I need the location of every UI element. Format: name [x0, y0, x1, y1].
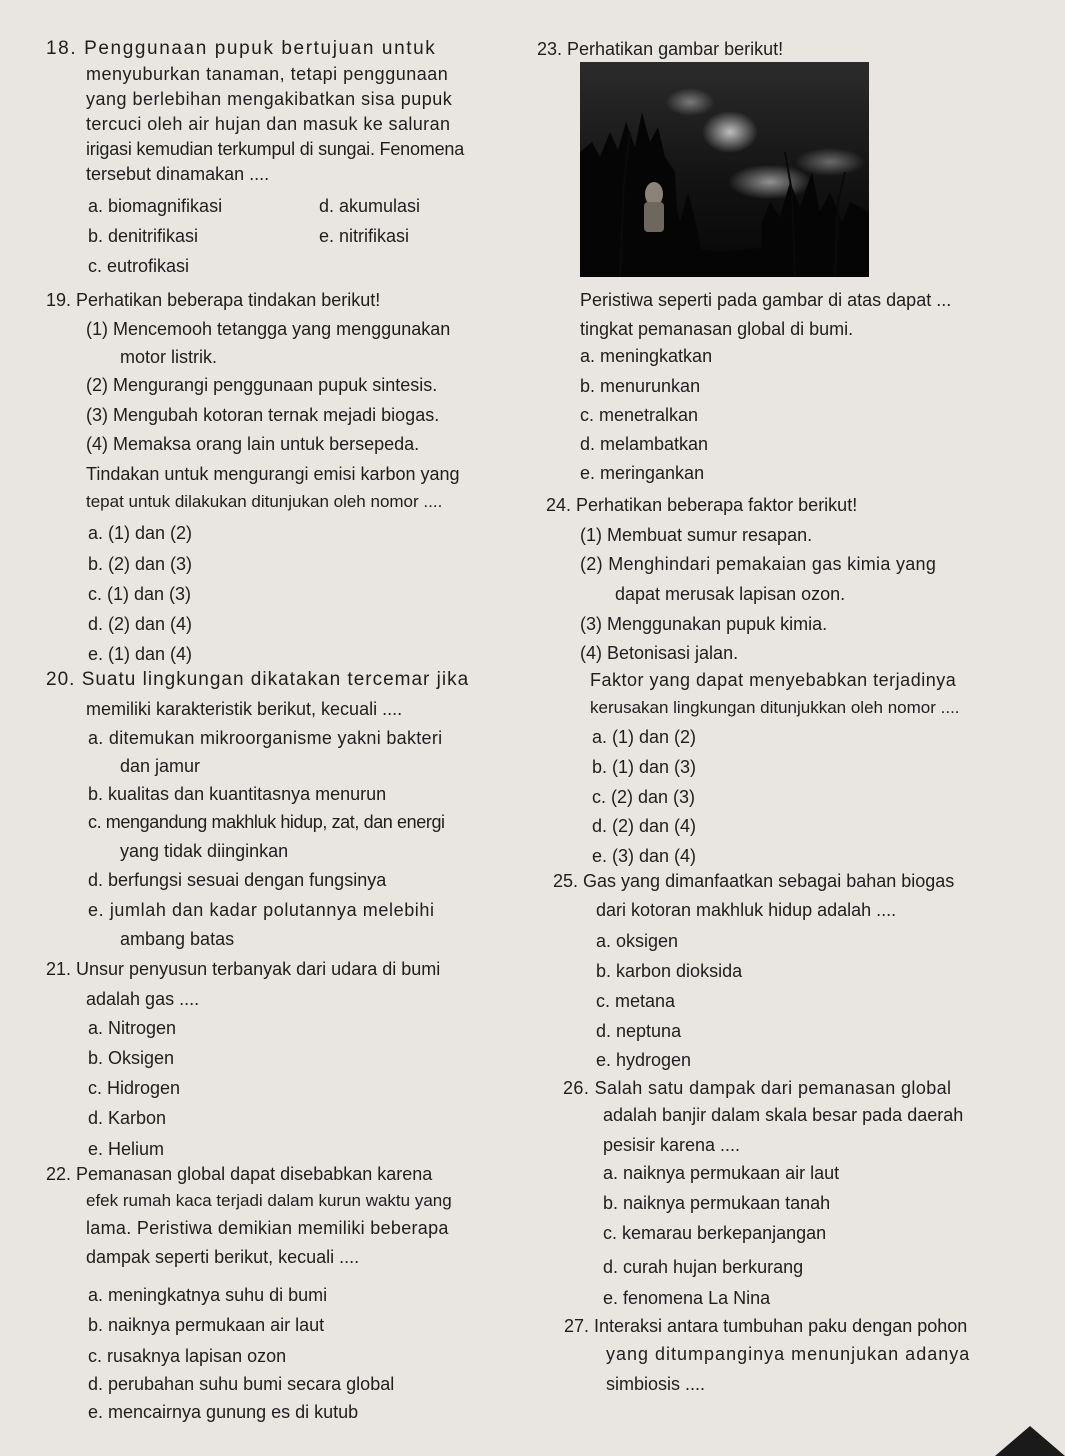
q24-option-c: c. (2) dan (3)	[592, 787, 696, 807]
q18-line-2: menyuburkan tanaman, tetapi penggunaan	[86, 64, 449, 84]
q22-option-c: c. rusaknya lapisan ozon	[88, 1346, 287, 1366]
q24-intro: 24. Perhatikan beberapa faktor berikut!	[546, 495, 858, 515]
forest-fire-photo	[580, 62, 869, 277]
q20-line-1: 20. Suatu lingkungan dikatakan tercemar jika	[46, 669, 470, 690]
q19-intro: 19. Perhatikan beberapa tindakan berikut!	[46, 290, 381, 310]
q25-line-1: 25. Gas yang dimanfaatkan sebagai bahan biogas	[553, 871, 955, 891]
q23-option-c: c. menetralkan	[580, 405, 699, 425]
forest-fire-silhouette	[580, 62, 869, 277]
q18-option-c: c. eutrofikasi	[88, 256, 190, 276]
q20-option-a: a. ditemukan mikroorganisme yakni bakteri	[88, 728, 443, 748]
q23-line-2: tingkat pemanasan global di bumi.	[580, 319, 854, 339]
q26-option-c: c. kemarau berkepanjangan	[603, 1223, 827, 1243]
q24-question-1: Faktor yang dapat menyebabkan terjadinya	[590, 670, 957, 690]
q24-option-a: a. (1) dan (2)	[592, 727, 697, 747]
q22-option-e: e. mencairnya gunung es di kutub	[88, 1402, 359, 1422]
q19-item-1-cont: motor listrik.	[120, 347, 218, 367]
q23-option-e: e. meringankan	[580, 463, 705, 483]
q20-line-2: memiliki karakteristik berikut, kecuali ....	[86, 699, 403, 719]
q19-question-1: Tindakan untuk mengurangi emisi karbon yang	[86, 464, 460, 484]
q24-option-b: b. (1) dan (3)	[592, 757, 697, 777]
q23-option-b: b. menurunkan	[580, 376, 701, 396]
q26-line-2: adalah banjir dalam skala besar pada daerah	[603, 1105, 964, 1125]
q22-option-a: a. meningkatnya suhu di bumi	[88, 1285, 328, 1305]
q26-option-b: b. naiknya permukaan tanah	[603, 1193, 831, 1213]
q25-option-c: c. metana	[596, 991, 676, 1011]
q22-line-1: 22. Pemanasan global dapat disebabkan karena	[46, 1164, 433, 1184]
q25-option-b: b. karbon dioksida	[596, 961, 743, 981]
q18-line-4: tercuci oleh air hujan dan masuk ke saluran	[86, 114, 451, 134]
q21-option-a: a. Nitrogen	[88, 1018, 177, 1038]
q23-line-1: Peristiwa seperti pada gambar di atas dapat ...	[580, 290, 952, 310]
q24-item-4: (4) Betonisasi jalan.	[580, 643, 739, 663]
q20-option-e: e. jumlah dan kadar polutannya melebihi	[88, 900, 435, 920]
q24-item-2-cont: dapat merusak lapisan ozon.	[615, 584, 846, 604]
q20-option-e-cont: ambang batas	[120, 929, 235, 949]
q25-line-2: dari kotoran makhluk hidup adalah ....	[596, 900, 897, 920]
q26-option-d: d. curah hujan berkurang	[603, 1257, 804, 1277]
q19-item-4: (4) Memaksa orang lain untuk bersepeda.	[86, 434, 420, 454]
q19-item-3: (3) Mengubah kotoran ternak mejadi biogas.	[86, 405, 440, 425]
q21-option-d: d. Karbon	[88, 1108, 167, 1128]
q21-line-1: 21. Unsur penyusun terbanyak dari udara di bumi	[46, 959, 441, 979]
q18-option-e: e. nitrifikasi	[319, 226, 410, 246]
q24-item-1: (1) Membuat sumur resapan.	[580, 525, 813, 545]
q20-option-c: c. mengandung makhluk hidup, zat, dan energi	[88, 812, 445, 832]
q19-option-e: e. (1) dan (4)	[88, 644, 193, 664]
q23-option-d: d. melambatkan	[580, 434, 709, 454]
q26-option-e: e. fenomena La Nina	[603, 1288, 771, 1308]
q18-line-5: irigasi kemudian terkumpul di sungai. Fenomena	[86, 139, 465, 159]
q24-question-2: kerusakan lingkungan ditunjukkan oleh nomor ....	[590, 698, 960, 717]
q21-option-e: e. Helium	[88, 1139, 165, 1159]
q18-line-1: 18. Penggunaan pupuk bertujuan untuk	[46, 38, 437, 59]
q23-option-a: a. meningkatkan	[580, 346, 713, 366]
q18-option-b: b. denitrifikasi	[88, 226, 199, 246]
q23-intro: 23. Perhatikan gambar berikut!	[537, 39, 784, 59]
q22-option-d: d. perubahan suhu bumi secara global	[88, 1374, 395, 1394]
q21-line-2: adalah gas ....	[86, 989, 200, 1009]
q25-option-e: e. hydrogen	[596, 1050, 692, 1070]
q20-option-d: d. berfungsi sesuai dengan fungsinya	[88, 870, 387, 890]
q19-option-b: b. (2) dan (3)	[88, 554, 193, 574]
q22-line-4: dampak seperti berikut, kecuali ....	[86, 1247, 360, 1267]
q22-line-3: lama. Peristiwa demikian memiliki beberapa	[86, 1218, 449, 1238]
q20-option-a-cont: dan jamur	[120, 756, 201, 776]
q25-option-d: d. neptuna	[596, 1021, 682, 1041]
q18-option-a: a. biomagnifikasi	[88, 196, 223, 216]
q19-option-a: a. (1) dan (2)	[88, 523, 193, 543]
q19-question-2: tepat untuk dilakukan ditunjukan oleh nomor ....	[86, 492, 443, 511]
q22-option-b: b. naiknya permukaan air laut	[88, 1315, 325, 1335]
q27-line-3: simbiosis ....	[606, 1374, 706, 1394]
q18-line-6: tersebut dinamakan ....	[86, 164, 270, 184]
q26-option-a: a. naiknya permukaan air laut	[603, 1163, 840, 1183]
q18-option-d: d. akumulasi	[319, 196, 421, 216]
page-corner-mark	[975, 1416, 1065, 1456]
q21-option-c: c. Hidrogen	[88, 1078, 181, 1098]
q25-option-a: a. oksigen	[596, 931, 679, 951]
q19-item-2: (2) Mengurangi penggunaan pupuk sintesis.	[86, 375, 438, 395]
q26-line-1: 26. Salah satu dampak dari pemanasan global	[563, 1078, 952, 1098]
q19-option-d: d. (2) dan (4)	[88, 614, 193, 634]
q20-option-b: b. kualitas dan kuantitasnya menurun	[88, 784, 387, 804]
q24-item-3: (3) Menggunakan pupuk kimia.	[580, 614, 828, 634]
q24-option-d: d. (2) dan (4)	[592, 816, 697, 836]
q19-option-c: c. (1) dan (3)	[88, 584, 192, 604]
q18-line-3: yang berlebihan mengakibatkan sisa pupuk	[86, 89, 453, 109]
q27-line-1: 27. Interaksi antara tumbuhan paku dengan pohon	[564, 1316, 968, 1336]
q27-line-2: yang ditumpanginya menunjukan adanya	[606, 1344, 971, 1364]
q19-item-1: (1) Mencemooh tetangga yang menggunakan	[86, 319, 451, 339]
q20-option-c-cont: yang tidak diinginkan	[120, 841, 289, 861]
q24-item-2: (2) Menghindari pemakaian gas kimia yang	[580, 554, 937, 574]
q21-option-b: b. Oksigen	[88, 1048, 175, 1068]
q22-line-2: efek rumah kaca terjadi dalam kurun waktu yang	[86, 1191, 452, 1210]
q26-line-3: pesisir karena ....	[603, 1135, 741, 1155]
q24-option-e: e. (3) dan (4)	[592, 846, 697, 866]
